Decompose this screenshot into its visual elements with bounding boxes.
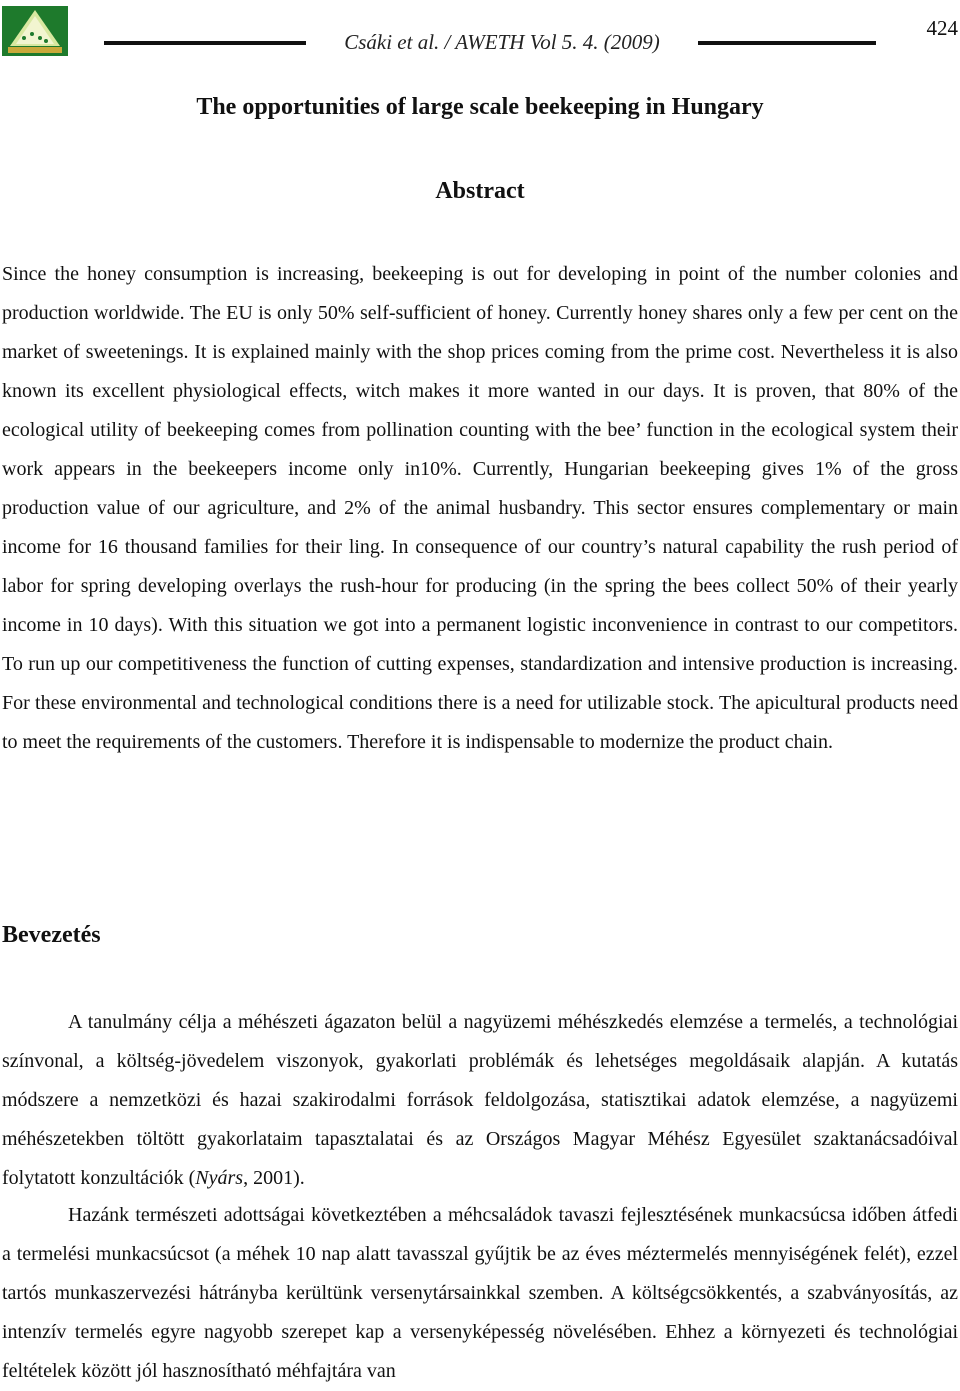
header-rule-left (104, 41, 306, 45)
intro-paragraph-1 (2, 1003, 958, 1198)
paper-title: The opportunities of large scale beekeeping in Hungary (196, 94, 764, 120)
header-rule-right (698, 41, 876, 45)
abstract-text: Since the honey consumption is increasing, beekeeping is out for developing in point of the number colonies and production worldwide. The EU is only 50% self-sufficient of honey. Currently honey shares only a few per cent on the market of sweetenings. It is explained mainly with the shop prices coming from the prime cost. Nevertheless it is also known its excellent physiological effects, witch makes it more wanted in our days. It is proven, that 80% of the ecological utility of beekeeping comes from pollination counting with the bee’ function in the ecological system their work appears in the beekeepers income only in10%. Currently, Hungarian beekeeping gives 1% of the gross production value of our agriculture, and 2% of the animal husbandry. This sector ensures complementary or main income for 16 thousand families for their ling. In consequence of our country’s natural capability the rush period of labor for spring developing overlays the rush-hour for producing (in the spring the bees collect 50% of their yearly income in 10 days). With this situation we got into a permanent logistic inconvenience in contrast to our competitors. To run up our competitiveness the function of cutting expenses, standardization and intensive production is increasing. For these environmental and technological conditions there is a need for utilizable stock. The apicultural products need to meet the requirements of the customers. Therefore it is indispensable to modernize the product chain. (2, 263, 958, 753)
citation-year: , 2001). (243, 1167, 305, 1189)
abstract-heading: Abstract (435, 178, 525, 204)
citation-author: Nyárs (195, 1167, 244, 1189)
journal-citation: Csáki et al. / AWETH Vol 5. 4. (2009) (344, 30, 660, 54)
logo-icon (2, 6, 68, 56)
intro-paragraph-2: Hazánk természeti adottságai következtében a méhcsaládok tavaszi fejlesztésének munkacsúcsa időben átfedi a termelési munkacsúcsot (a méhek 10 nap alatt tavasszal gyűjtik be az éves méztermelés mennyiségének felét), ezzel tartós munkaszervezési hátrányba kerültünk versenytársainkkal szemben. A költségcsökkentés, a szabványosítás, az intenzív termelés egyre nagyobb szerepet kap a versenyképesség növelésében. Ehhez a környezeti és technológiai feltételek között jól hasznosítható méhfajtára van (2, 1204, 958, 1382)
page-number: 424 (926, 16, 958, 40)
section-heading-bevezetes: Bevezetés (2, 922, 101, 948)
journal-logo (2, 6, 68, 56)
intro-paragraph-1-text: A tanulmány célja a méhészeti ágazaton belül a nagyüzemi méhészkedés elemzése a termelés, a technológiai színvonal, a költség-jövedelem viszonyok, gyakorlati problémák és lehetséges megoldásaik alapján. A kutatás módszere a nemzetközi és hazai szakirodalmi források feldolgozása, statisztikai adatok elemzése, a nagyüzemi méhészetekben töltött gyakorlataim tapasztalatai és az Országos Magyar Méhész Egyesület szaktanácsadóival folytatott konzultációk ( (2, 1011, 958, 1189)
